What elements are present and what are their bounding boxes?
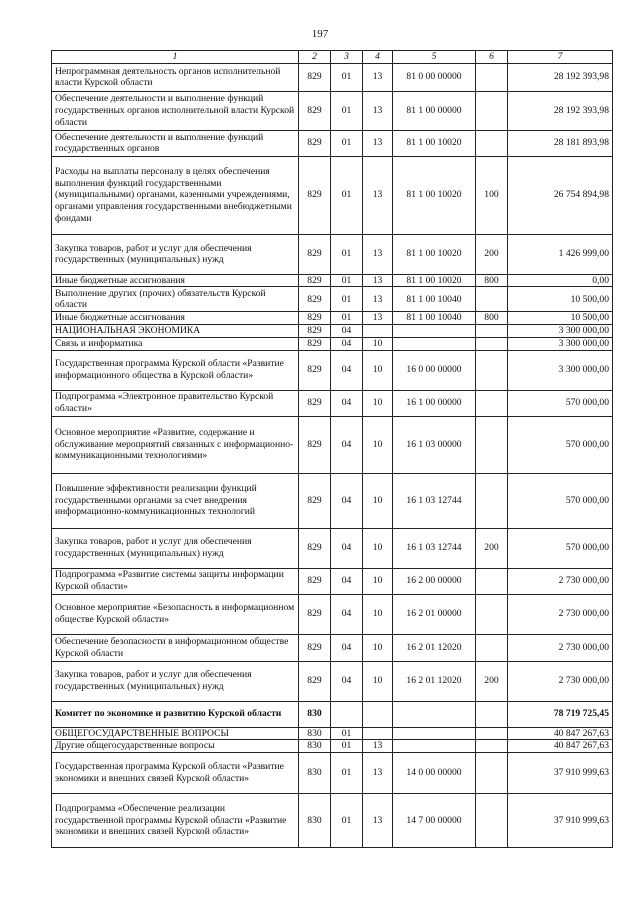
row-expense-type (476, 91, 508, 130)
row-subsection: 10 (363, 473, 393, 528)
row-amount: 1 426 999,00 (508, 234, 613, 274)
row-admin-code: 829 (299, 274, 331, 287)
row-expense-type: 200 (476, 528, 508, 568)
row-target-article (393, 740, 476, 753)
row-admin-code: 829 (299, 568, 331, 594)
row-name: Иные бюджетные ассигнования (52, 312, 299, 325)
row-section: 04 (331, 568, 363, 594)
row-section: 04 (331, 416, 363, 473)
row-expense-type (476, 752, 508, 793)
row-subsection: 10 (363, 350, 393, 390)
row-name: НАЦИОНАЛЬНАЯ ЭКОНОМИКА (52, 325, 299, 338)
row-admin-code: 829 (299, 390, 331, 416)
page-number: 197 (311, 28, 329, 40)
row-admin-code: 830 (299, 793, 331, 847)
row-section: 04 (331, 594, 363, 634)
row-subsection: 10 (363, 634, 393, 661)
row-name: Подпрограмма «Электронное правительство Курской области» (52, 390, 299, 416)
row-amount: 78 719 725,45 (508, 701, 613, 727)
row-amount: 570 000,00 (508, 416, 613, 473)
row-amount: 570 000,00 (508, 473, 613, 528)
row-target-article: 16 2 00 00000 (393, 568, 476, 594)
row-section: 04 (331, 634, 363, 661)
row-target-article (393, 325, 476, 338)
row-section: 04 (331, 661, 363, 701)
row-subsection: 13 (363, 234, 393, 274)
row-amount: 40 847 267,63 (508, 727, 613, 740)
row-admin-code: 830 (299, 727, 331, 740)
col-header-target-article: 5 (393, 51, 476, 64)
row-subsection: 13 (363, 130, 393, 156)
row-subsection: 10 (363, 390, 393, 416)
row-target-article: 16 0 00 00000 (393, 350, 476, 390)
row-name: Расходы на выплаты персоналу в целях обеспечения выполнения функций государственными (муниципальными) органами, казенными учреждениями, органами управления государственными внебюджетными фондами (52, 156, 299, 234)
row-expense-type (476, 701, 508, 727)
row-amount: 10 500,00 (508, 287, 613, 312)
row-name: Обеспечение безопасности в информационном обществе Курской области (52, 634, 299, 661)
row-target-article (393, 701, 476, 727)
table-row (52, 63, 613, 91)
row-subsection: 13 (363, 63, 393, 91)
row-section: 04 (331, 390, 363, 416)
row-section: 01 (331, 234, 363, 274)
row-name: Закупка товаров, работ и услуг для обеспечения государственных (муниципальных) нужд (52, 528, 299, 568)
row-section: 01 (331, 63, 363, 91)
row-name: Основное мероприятие «Развитие, содержание и обслуживание мероприятий связанных с информационно-коммуникационными технологиями» (52, 416, 299, 473)
row-target-article: 16 1 00 00000 (393, 390, 476, 416)
row-amount: 2 730 000,00 (508, 568, 613, 594)
table-row (52, 727, 613, 740)
row-subsection: 13 (363, 752, 393, 793)
table-row (52, 594, 613, 634)
row-section: 04 (331, 325, 363, 338)
row-section: 01 (331, 793, 363, 847)
row-amount: 3 300 000,00 (508, 325, 613, 338)
row-name: Государственная программа Курской области «Развитие экономики и внешних связей Курской области» (52, 752, 299, 793)
row-subsection: 10 (363, 416, 393, 473)
row-section: 04 (331, 528, 363, 568)
row-admin-code: 829 (299, 63, 331, 91)
row-subsection: 10 (363, 337, 393, 350)
row-section: 01 (331, 727, 363, 740)
table-row (52, 390, 613, 416)
row-target-article: 14 0 00 00000 (393, 752, 476, 793)
table-row (52, 793, 613, 847)
row-target-article: 81 1 00 10040 (393, 312, 476, 325)
row-expense-type (476, 634, 508, 661)
row-admin-code: 829 (299, 91, 331, 130)
row-admin-code: 829 (299, 661, 331, 701)
row-target-article: 81 1 00 00000 (393, 91, 476, 130)
table-row (52, 528, 613, 568)
row-admin-code: 829 (299, 350, 331, 390)
row-expense-type: 800 (476, 312, 508, 325)
row-section: 01 (331, 287, 363, 312)
row-section (331, 701, 363, 727)
row-name: Непрограммная деятельность органов исполнительной власти Курской области (52, 63, 299, 91)
row-admin-code: 829 (299, 312, 331, 325)
column-number-row (52, 51, 613, 64)
row-name: Повышение эффективности реализации функций государственными органами за счет внедрения информационно-коммуникационных технологий (52, 473, 299, 528)
row-amount: 28 181 893,98 (508, 130, 613, 156)
row-admin-code: 830 (299, 701, 331, 727)
row-admin-code: 829 (299, 234, 331, 274)
row-name: Выполнение других (прочих) обязательств Курской области (52, 287, 299, 312)
row-admin-code: 830 (299, 752, 331, 793)
row-target-article: 14 7 00 00000 (393, 793, 476, 847)
table-row (52, 234, 613, 274)
row-subsection: 13 (363, 740, 393, 753)
row-expense-type (476, 325, 508, 338)
table-row (52, 416, 613, 473)
row-expense-type (476, 740, 508, 753)
row-amount: 2 730 000,00 (508, 634, 613, 661)
table-row (52, 130, 613, 156)
row-section: 04 (331, 473, 363, 528)
table-row (52, 634, 613, 661)
row-subsection: 13 (363, 312, 393, 325)
row-target-article: 16 2 01 12020 (393, 661, 476, 701)
row-name: Подпрограмма «Обеспечение реализации государственной программы Курской области «Развитие экономики и внешних связей Курской области» (52, 793, 299, 847)
row-section: 01 (331, 274, 363, 287)
row-subsection (363, 325, 393, 338)
row-name: Закупка товаров, работ и услуг для обеспечения государственных (муниципальных) нужд (52, 234, 299, 274)
row-name: Комитет по экономике и развитию Курской области (52, 701, 299, 727)
col-header-amount: 7 (508, 51, 613, 64)
table-row (52, 701, 613, 727)
budget-table (51, 50, 613, 848)
row-name: Подпрограмма «Развитие системы защиты информации Курской области» (52, 568, 299, 594)
row-name: Другие общегосударственные вопросы (52, 740, 299, 753)
row-subsection: 10 (363, 568, 393, 594)
table-row (52, 473, 613, 528)
table-row (52, 312, 613, 325)
row-subsection (363, 727, 393, 740)
row-section: 01 (331, 91, 363, 130)
row-target-article: 81 1 00 10020 (393, 130, 476, 156)
row-expense-type (476, 350, 508, 390)
col-header-subsection: 4 (363, 51, 393, 64)
row-subsection: 13 (363, 287, 393, 312)
row-subsection: 10 (363, 661, 393, 701)
row-expense-type: 100 (476, 156, 508, 234)
row-admin-code: 829 (299, 528, 331, 568)
row-subsection: 13 (363, 793, 393, 847)
row-amount: 570 000,00 (508, 528, 613, 568)
row-subsection: 10 (363, 528, 393, 568)
table-row (52, 274, 613, 287)
row-name: Обеспечение деятельности и выполнение функций государственных органов исполнительной власти Курской области (52, 91, 299, 130)
row-name: Основное мероприятие «Безопасность в информационном обществе Курской области» (52, 594, 299, 634)
row-section: 04 (331, 337, 363, 350)
col-header-expense-type: 6 (476, 51, 508, 64)
row-subsection: 10 (363, 594, 393, 634)
row-name: Закупка товаров, работ и услуг для обеспечения государственных (муниципальных) нужд (52, 661, 299, 701)
row-target-article: 16 1 03 12744 (393, 528, 476, 568)
table-row (52, 325, 613, 338)
row-amount: 28 192 393,98 (508, 63, 613, 91)
row-expense-type (476, 130, 508, 156)
table-row (52, 287, 613, 312)
row-subsection (363, 701, 393, 727)
row-amount: 3 300 000,00 (508, 350, 613, 390)
col-header-admin: 2 (299, 51, 331, 64)
row-admin-code: 829 (299, 337, 331, 350)
row-admin-code: 829 (299, 594, 331, 634)
row-admin-code: 829 (299, 634, 331, 661)
row-expense-type (476, 337, 508, 350)
row-amount: 40 847 267,63 (508, 740, 613, 753)
row-subsection: 13 (363, 156, 393, 234)
row-expense-type (476, 594, 508, 634)
row-subsection: 13 (363, 274, 393, 287)
row-name: Государственная программа Курской области «Развитие информационного общества в Курской области» (52, 350, 299, 390)
row-target-article: 16 1 03 12744 (393, 473, 476, 528)
table-row (52, 156, 613, 234)
row-admin-code: 829 (299, 287, 331, 312)
table-row (52, 568, 613, 594)
row-target-article: 81 0 00 00000 (393, 63, 476, 91)
row-name: ОБЩЕГОСУДАРСТВЕННЫЕ ВОПРОСЫ (52, 727, 299, 740)
row-expense-type (476, 287, 508, 312)
row-amount: 570 000,00 (508, 390, 613, 416)
row-target-article: 16 1 03 00000 (393, 416, 476, 473)
table-row (52, 337, 613, 350)
row-admin-code: 830 (299, 740, 331, 753)
row-name: Иные бюджетные ассигнования (52, 274, 299, 287)
row-admin-code: 829 (299, 473, 331, 528)
row-expense-type (476, 727, 508, 740)
row-target-article (393, 337, 476, 350)
col-header-name: 1 (52, 51, 299, 64)
row-amount: 3 300 000,00 (508, 337, 613, 350)
row-target-article: 16 2 01 12020 (393, 634, 476, 661)
row-target-article (393, 727, 476, 740)
row-target-article: 81 1 00 10040 (393, 287, 476, 312)
row-expense-type: 200 (476, 661, 508, 701)
row-amount: 37 910 999,63 (508, 793, 613, 847)
table-row (52, 661, 613, 701)
row-amount: 2 730 000,00 (508, 594, 613, 634)
row-amount: 2 730 000,00 (508, 661, 613, 701)
row-expense-type (476, 793, 508, 847)
row-section: 01 (331, 156, 363, 234)
row-expense-type (476, 416, 508, 473)
table-row (52, 350, 613, 390)
row-section: 01 (331, 740, 363, 753)
row-target-article: 81 1 00 10020 (393, 156, 476, 234)
row-target-article: 16 2 01 00000 (393, 594, 476, 634)
row-name: Обеспечение деятельности и выполнение функций государственных органов (52, 130, 299, 156)
row-admin-code: 829 (299, 156, 331, 234)
row-amount: 10 500,00 (508, 312, 613, 325)
table-row (52, 740, 613, 753)
row-amount: 0,00 (508, 274, 613, 287)
col-header-section: 3 (331, 51, 363, 64)
row-expense-type (476, 568, 508, 594)
row-amount: 26 754 894,98 (508, 156, 613, 234)
row-admin-code: 829 (299, 325, 331, 338)
row-expense-type (476, 390, 508, 416)
row-amount: 28 192 393,98 (508, 91, 613, 130)
row-expense-type: 200 (476, 234, 508, 274)
row-subsection: 13 (363, 91, 393, 130)
row-target-article: 81 1 00 10020 (393, 234, 476, 274)
row-section: 01 (331, 130, 363, 156)
row-target-article: 81 1 00 10020 (393, 274, 476, 287)
row-section: 01 (331, 752, 363, 793)
row-admin-code: 829 (299, 416, 331, 473)
row-admin-code: 829 (299, 130, 331, 156)
row-expense-type: 800 (476, 274, 508, 287)
row-section: 01 (331, 312, 363, 325)
row-amount: 37 910 999,63 (508, 752, 613, 793)
row-name: Связь и информатика (52, 337, 299, 350)
row-expense-type (476, 63, 508, 91)
table-row (52, 91, 613, 130)
row-expense-type (476, 473, 508, 528)
table-row (52, 752, 613, 793)
row-section: 04 (331, 350, 363, 390)
